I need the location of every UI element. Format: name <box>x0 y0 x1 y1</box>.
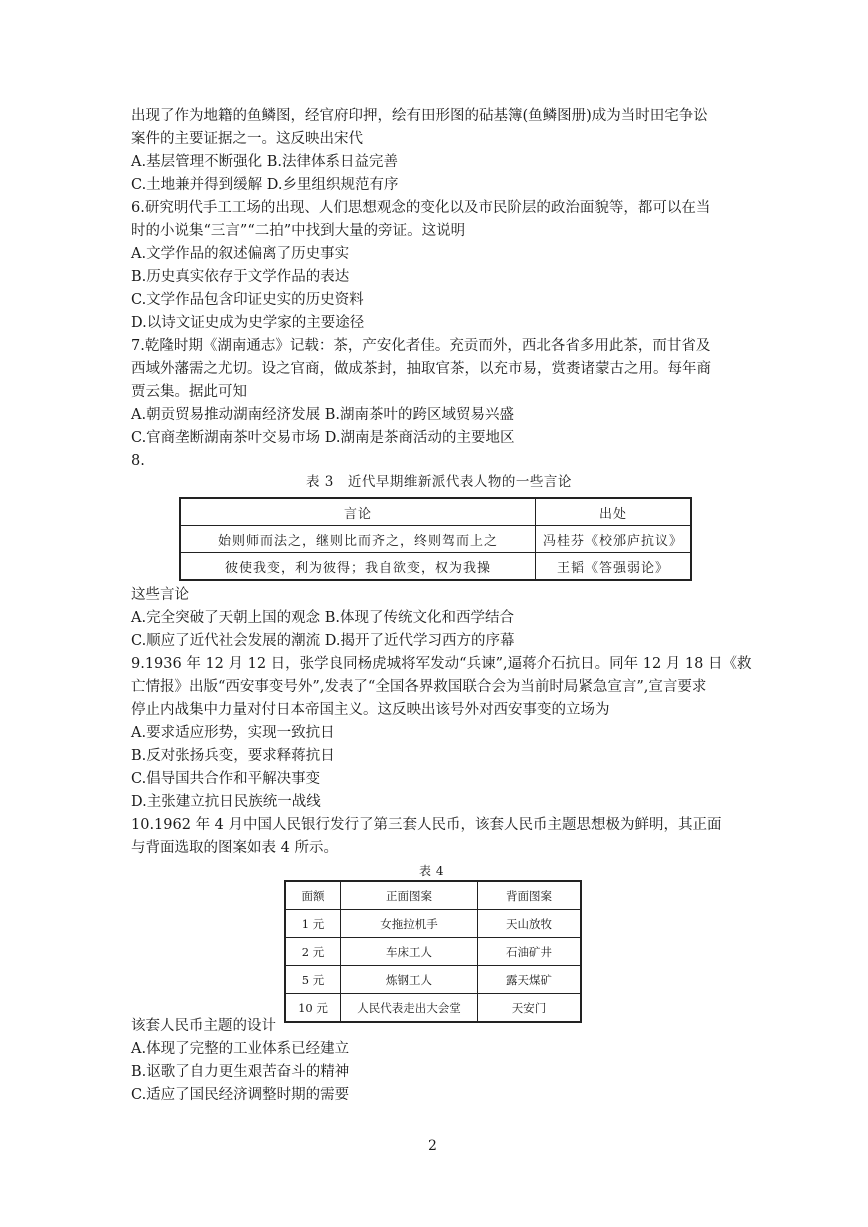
option-line: A.朝贡贸易推动湖南经济发展 B.湖南茶叶的跨区域贸易兴盛 <box>131 407 514 423</box>
option-line: A.基层管理不断强化 B.法律体系日益完善 <box>131 154 398 170</box>
column-header: 出处 <box>536 498 692 526</box>
question-7-line: 贾云集。据此可知 <box>131 384 247 400</box>
question-10-line: 与背面选取的图案如表 4 所示。 <box>131 840 338 856</box>
option-line: A.体现了完整的工业体系已经建立 <box>131 1041 350 1057</box>
column-header: 面额 <box>285 881 341 910</box>
option-line: C.官商垄断湖南茶叶交易市场 D.湖南是茶商活动的主要地区 <box>131 430 515 446</box>
option-line: D.主张建立抗日民族统一战线 <box>131 794 321 810</box>
page-number: 2 <box>428 1138 437 1154</box>
table-3 <box>179 497 692 581</box>
question-8-number: 8. <box>131 453 145 469</box>
option-line: D.以诗文证史成为史学家的主要途径 <box>131 315 365 331</box>
table-header-row <box>180 498 691 526</box>
table-row <box>180 553 691 581</box>
option-line: B.反对张扬兵变，要求释蒋抗日 <box>131 748 335 764</box>
table-cell: 彼使我变，利为彼得；我自欲变，权为我操 <box>180 553 536 581</box>
question-7-line: 7.乾隆时期《湖南通志》记载：茶，产安化者佳。充贡而外，西北各省多用此茶，而甘省及 <box>131 338 711 354</box>
table-cell: 女拖拉机手 <box>341 910 478 938</box>
option-line: C.土地兼并得到缓解 D.乡里组织规范有序 <box>131 177 399 193</box>
table-row <box>285 910 581 938</box>
table-4-caption: 表 4 <box>419 864 444 878</box>
option-line: A.要求适应形势，实现一致抗日 <box>131 725 335 741</box>
column-header: 言论 <box>180 498 536 526</box>
table-cell: 车床工人 <box>341 938 478 966</box>
table-cell: 始则师而法之，继则比而齐之，终则驾而上之 <box>180 526 536 553</box>
option-line: C.文学作品包含印证史实的历史资料 <box>131 292 364 308</box>
text-line: 案件的主要证据之一。这反映出宋代 <box>131 131 363 147</box>
table-cell: 10 元 <box>285 994 341 1023</box>
option-line: B.讴歌了自力更生艰苦奋斗的精神 <box>131 1064 350 1080</box>
option-line: C.适应了国民经济调整时期的需要 <box>131 1087 350 1103</box>
column-header: 背面图案 <box>478 881 582 910</box>
text-line: 该套人民币主题的设计 <box>131 1018 276 1034</box>
option-line: C.倡导国共合作和平解决事变 <box>131 771 321 787</box>
table-cell: 冯桂芬《校邠庐抗议》 <box>536 526 692 553</box>
question-7-line: 西域外藩需之尤切。设之官商，做成茶封，抽取官茶，以充市易，赏赉诸蒙古之用。每年商 <box>131 361 711 377</box>
question-9-line: 停止内战集中力量对付日本帝国主义。这反映出该号外对西安事变的立场为 <box>131 702 610 718</box>
table-cell: 石油矿井 <box>478 938 582 966</box>
option-line: C.顺应了近代社会发展的潮流 D.揭开了近代学习西方的序幕 <box>131 633 515 649</box>
column-header: 正面图案 <box>341 881 478 910</box>
table-cell: 5 元 <box>285 966 341 994</box>
table-row <box>285 938 581 966</box>
option-line: A.完全突破了天朝上国的观念 B.体现了传统文化和西学结合 <box>131 610 514 626</box>
question-6-line: 时的小说集“三言”“二拍”中找到大量的旁证。这说明 <box>131 223 466 239</box>
table-cell: 炼钢工人 <box>341 966 478 994</box>
table-cell: 王韬《答强弱论》 <box>536 553 692 581</box>
table-cell: 天安门 <box>478 994 582 1023</box>
text-line: 出现了作为地籍的鱼鳞图，经官府印押，绘有田形图的砧基簿(鱼鳞图册)成为当时田宅争讼 <box>131 108 708 124</box>
table-row <box>285 966 581 994</box>
table-cell: 天山放牧 <box>478 910 582 938</box>
question-6-line: 6.研究明代手工工场的出现、人们思想观念的变化以及市民阶层的政治面貌等，都可以在当 <box>131 200 711 216</box>
question-10-line: 10.1962 年 4 月中国人民银行发行了第三套人民币，该套人民币主题思想极为鲜明，其正面 <box>131 817 722 833</box>
text-line: 这些言论 <box>131 587 189 603</box>
option-line: A.文学作品的叙述偏离了历史事实 <box>131 246 350 262</box>
table-3-caption: 表 3 近代早期维新派代表人物的一些言论 <box>306 474 572 490</box>
table-row <box>180 526 691 553</box>
question-9-line: 亡情报》出版“西安事变号外”,发表了“全国各界救国联合会为当前时局紧急宣言”,宣言要求 <box>131 679 707 695</box>
option-line: B.历史真实依存于文学作品的表达 <box>131 269 350 285</box>
table-4 <box>284 880 582 1023</box>
table-cell: 2 元 <box>285 938 341 966</box>
table-cell: 人民代表走出大会堂 <box>341 994 478 1023</box>
question-9-line: 9.1936 年 12 月 12 日，张学良同杨虎城将军发动“兵谏”,逼蒋介石抗日。同年 12 月 18 日《救 <box>131 656 752 672</box>
table-row <box>285 994 581 1023</box>
table-cell: 露天煤矿 <box>478 966 582 994</box>
table-header-row <box>285 881 581 910</box>
table-cell: 1 元 <box>285 910 341 938</box>
